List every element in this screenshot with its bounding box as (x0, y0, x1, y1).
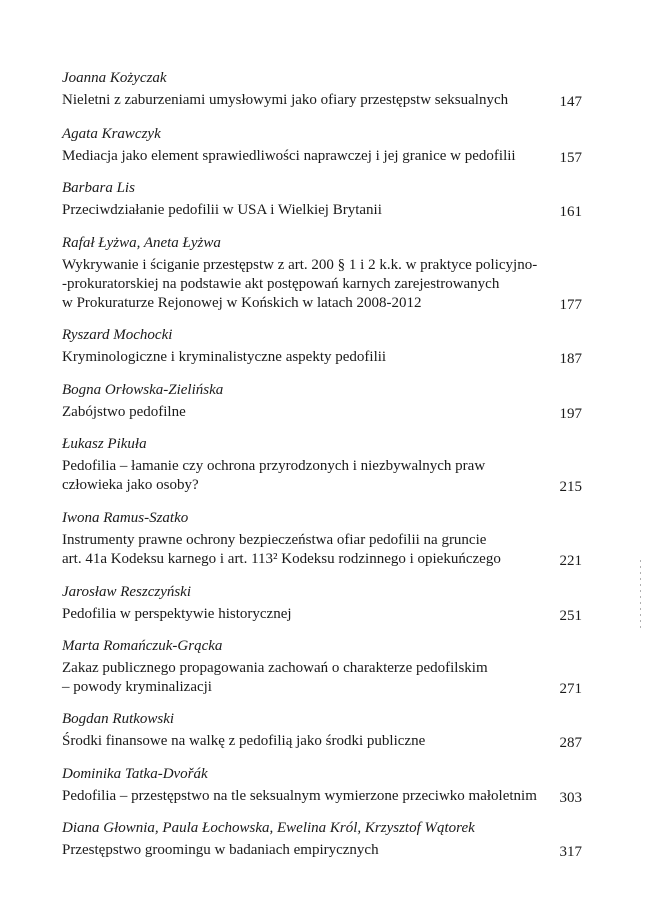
entry-title (62, 787, 582, 806)
title-line: Zabójstwo pedofilne (62, 404, 186, 420)
toc-entry (62, 235, 582, 313)
toc-entry (62, 820, 582, 860)
entry-page-number: 177 (559, 297, 582, 313)
entry-page-number: 161 (559, 204, 582, 220)
title-line: Pedofilia – przestępstwo na tle seksualnym wymierzone przeciwko małoletnim (62, 788, 537, 804)
entry-author: Barbara Lis (62, 180, 135, 196)
title-line: art. 41a Kodeksu karnego i art. 113² Kodeksu rodzinnego i opiekuńczego (62, 551, 501, 567)
entry-author: Łukasz Pikuła (62, 436, 147, 452)
toc-entry (62, 180, 582, 220)
entry-title (62, 147, 582, 166)
entry-title (62, 531, 582, 569)
entry-author: Iwona Ramus-Szatko (62, 510, 189, 526)
entry-title (62, 403, 582, 422)
title-line: Mediacja jako element sprawiedliwości naprawczej i jej granice w pedofilii (62, 148, 516, 164)
toc-entry (62, 711, 582, 751)
toc-entry (62, 436, 582, 495)
scan-artifact-line (640, 560, 641, 630)
entry-title (62, 605, 582, 624)
entry-author: Rafał Łyżwa, Aneta Łyżwa (62, 235, 221, 251)
entry-page-number: 251 (559, 608, 582, 624)
entry-author: Bogna Orłowska-Zielińska (62, 382, 224, 398)
title-line: Pedofilia w perspektywie historycznej (62, 606, 292, 622)
entry-title (62, 457, 582, 495)
entry-author: Agata Krawczyk (62, 126, 161, 142)
entry-page-number: 317 (559, 844, 582, 860)
entry-page-number: 215 (559, 479, 582, 495)
title-line: Wykrywanie i ściganie przestępstw z art. 200 § 1 i 2 k.k. w praktyce policyjno- (62, 257, 538, 273)
entry-page-number: 197 (559, 406, 582, 422)
entry-title (62, 201, 582, 220)
title-line: Pedofilia – łamanie czy ochrona przyrodzonych i niezbywalnych praw (62, 458, 486, 474)
toc-entry (62, 584, 582, 624)
entry-title (62, 91, 582, 110)
entry-author: Dominika Tatka-Dvořák (62, 766, 208, 782)
entry-author: Ryszard Mochocki (62, 327, 173, 343)
toc-entry (62, 510, 582, 569)
toc-entry (62, 638, 582, 697)
entry-page-number: 147 (559, 94, 582, 110)
title-line: Środki finansowe na walkę z pedofilią jako środki publiczne (62, 733, 426, 749)
entry-page-number: 187 (559, 351, 582, 367)
entry-page-number: 271 (559, 681, 582, 697)
toc-entry (62, 382, 582, 422)
toc-entry (62, 70, 582, 110)
entry-author: Joanna Kożyczak (62, 70, 167, 86)
title-line: – powody kryminalizacji (62, 679, 212, 695)
entry-title (62, 841, 582, 860)
entry-page-number: 303 (559, 790, 582, 806)
entry-author: Bogdan Rutkowski (62, 711, 175, 727)
entry-author: Marta Romańczuk-Grącka (62, 638, 223, 654)
title-line: Kryminologiczne i kryminalistyczne aspekty pedofilii (62, 349, 387, 365)
title-line: Przestępstwo groomingu w badaniach empirycznych (62, 842, 379, 858)
entry-author: Jarosław Reszczyński (62, 584, 192, 600)
title-line: człowieka jako osoby? (62, 477, 199, 493)
title-line: Nieletni z zaburzeniami umysłowymi jako ofiary przestępstw seksualnych (62, 92, 509, 108)
title-line: Zakaz publicznego propagowania zachowań o charakterze pedofilskim (62, 660, 488, 676)
entry-author: Diana Głownia, Paula Łochowska, Ewelina Król, Krzysztof Wątorek (62, 820, 475, 836)
toc-entry (62, 327, 582, 367)
entry-title (62, 256, 582, 313)
title-line: -prokuratorskiej na podstawie akt postępowań karnych zarejestrowanych (62, 276, 500, 292)
entry-title (62, 659, 582, 697)
title-line: Instrumenty prawne ochrony bezpieczeństwa ofiar pedofilii na gruncie (62, 532, 487, 548)
entry-title (62, 348, 582, 367)
title-line: w Prokuraturze Rejonowej w Końskich w latach 2008-2012 (62, 295, 422, 311)
entry-page-number: 287 (559, 735, 582, 751)
entry-page-number: 157 (559, 150, 582, 166)
toc-entry (62, 766, 582, 806)
entry-title (62, 732, 582, 751)
toc-entry (62, 126, 582, 166)
entry-page-number: 221 (559, 553, 582, 569)
title-line: Przeciwdziałanie pedofilii w USA i Wielkiej Brytanii (62, 202, 382, 218)
